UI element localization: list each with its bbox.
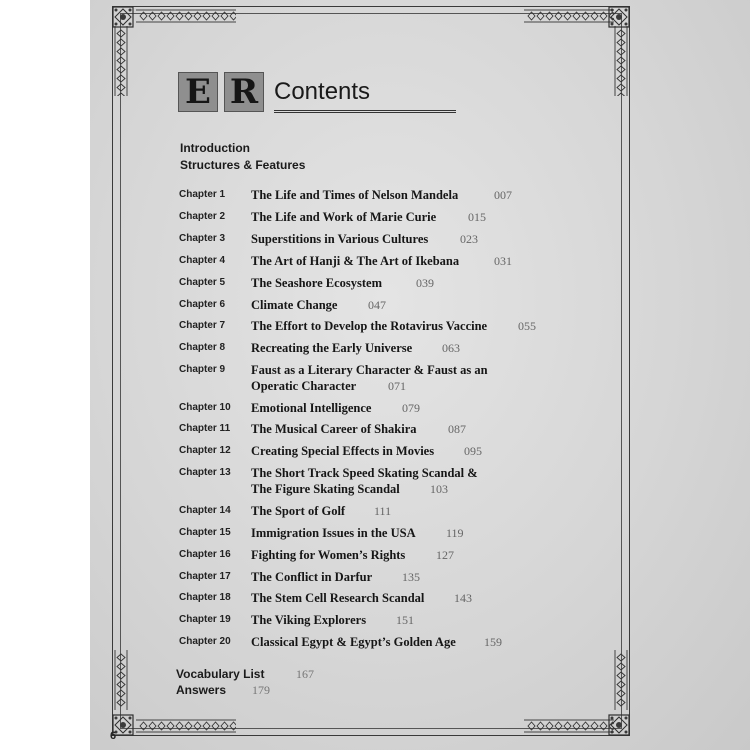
- border-band-right-top: [614, 26, 628, 96]
- border-band-bottom-left: [136, 718, 236, 732]
- chapter-title: [251, 209, 436, 225]
- chapter-title-line: The Conflict in Darfur: [251, 570, 373, 584]
- chapter-title: [251, 340, 412, 356]
- chapter-title: [251, 187, 458, 203]
- chapter-label: Chapter 9: [179, 364, 226, 375]
- chapter-title-line: The Musical Career of Shakira: [251, 422, 417, 436]
- chapter-title-line: The Seashore Ecosystem: [251, 276, 383, 290]
- border-band-bottom-right: [524, 718, 614, 732]
- chapter-row[interactable]: [0, 634, 750, 654]
- chapter-title-line: Recreating the Early Universe: [251, 341, 413, 355]
- chapter-label: Chapter 8: [179, 342, 226, 353]
- chapter-row[interactable]: [0, 275, 750, 295]
- chapter-title-line: The Life and Work of Marie Curie: [251, 210, 437, 224]
- chapter-title: [251, 443, 434, 459]
- chapter-title-line: Operatic Character: [251, 379, 357, 393]
- chapter-title-line: The Effort to Develop the Rotavirus Vaccine: [251, 319, 488, 333]
- chapter-page-number: 047: [368, 298, 386, 312]
- chapter-page-number: 111: [374, 504, 392, 518]
- chapter-row[interactable]: [0, 612, 750, 632]
- border-band-left-top: [114, 26, 128, 96]
- corner-ornament-top-left: [112, 6, 134, 28]
- chapter-label: Chapter 6: [179, 299, 226, 310]
- chapter-title-line: Faust as a Literary Character & Faust as an: [251, 363, 488, 377]
- toc-vocabulary-list-page: 167: [296, 667, 314, 681]
- chapter-page-number: 015: [468, 210, 486, 224]
- border-band-left-bottom: [114, 650, 128, 710]
- chapter-title: [251, 569, 372, 585]
- chapter-row[interactable]: [0, 443, 750, 463]
- chapter-title-line: The Figure Skating Scandal: [251, 482, 400, 496]
- chapter-row[interactable]: [0, 547, 750, 567]
- logo-letter-r: R: [224, 72, 264, 112]
- chapter-title-line: Superstitions in Various Cultures: [251, 232, 429, 246]
- chapter-page-number: 119: [446, 526, 464, 540]
- chapter-title: [251, 275, 382, 291]
- chapter-page-number: 151: [396, 613, 414, 627]
- chapter-title: [251, 503, 345, 519]
- chapter-row[interactable]: [0, 590, 750, 610]
- toc-answers-page: 179: [252, 683, 270, 697]
- chapter-page-number: 103: [430, 482, 448, 496]
- chapter-page-number: 143: [454, 591, 472, 605]
- chapter-page-number: 039: [416, 276, 434, 290]
- chapter-page-number: 087: [448, 422, 466, 436]
- chapter-title: [251, 590, 424, 606]
- chapter-title-line: Fighting for Women’s Rights: [251, 548, 406, 562]
- chapter-title-line: Emotional Intelligence: [251, 401, 372, 415]
- chapter-label: Chapter 11: [179, 423, 231, 434]
- chapter-label: Chapter 15: [179, 527, 231, 538]
- chapter-title-line: The Sport of Golf: [251, 504, 346, 518]
- chapter-label: Chapter 2: [179, 211, 226, 222]
- chapter-title: [251, 253, 459, 269]
- chapter-label: Chapter 17: [179, 571, 231, 582]
- chapter-page-number: 071: [388, 379, 406, 393]
- title-underline: [274, 110, 456, 113]
- chapter-title: [251, 318, 487, 334]
- chapter-label: Chapter 10: [179, 402, 231, 413]
- chapter-row[interactable]: [0, 525, 750, 545]
- chapter-title: [251, 612, 366, 628]
- page-number: 6: [110, 730, 117, 742]
- chapter-title: [251, 634, 456, 650]
- border-band-right-bottom: [614, 650, 628, 710]
- border-band-top-right: [524, 8, 614, 22]
- chapter-row[interactable]: [0, 297, 750, 317]
- toc-introduction[interactable]: Introduction: [180, 141, 250, 155]
- chapter-title-line: The Short Track Speed Skating Scandal &: [251, 466, 478, 480]
- chapter-title-line: Creating Special Effects in Movies: [251, 444, 435, 458]
- chapter-label: Chapter 3: [179, 233, 226, 244]
- chapter-title: [251, 421, 417, 437]
- corner-ornament-bottom-right: [608, 714, 630, 736]
- chapter-row[interactable]: [0, 362, 750, 393]
- chapter-title-line: The Viking Explorers: [251, 613, 367, 627]
- page-title: Contents: [274, 78, 371, 105]
- chapter-row[interactable]: [0, 465, 750, 496]
- chapter-label: Chapter 19: [179, 614, 231, 625]
- chapter-title: [251, 525, 416, 541]
- toc-answers[interactable]: Answers: [176, 683, 227, 697]
- chapter-page-number: 127: [436, 548, 454, 562]
- chapter-title: [251, 231, 428, 247]
- chapter-label: Chapter 20: [179, 636, 231, 647]
- chapter-title-line: The Life and Times of Nelson Mandela: [251, 188, 459, 202]
- chapter-label: Chapter 1: [179, 189, 226, 200]
- chapter-page-number: 159: [484, 635, 502, 649]
- chapter-row[interactable]: [0, 421, 750, 441]
- chapter-label: Chapter 14: [179, 505, 231, 516]
- chapter-page-number: 135: [402, 570, 420, 584]
- chapter-page-number: 063: [442, 341, 460, 355]
- chapter-label: Chapter 18: [179, 592, 231, 603]
- chapter-title: [251, 400, 371, 416]
- chapter-page-number: 023: [460, 232, 478, 246]
- logo-letter-e: E: [178, 72, 218, 112]
- chapter-label: Chapter 16: [179, 549, 231, 560]
- chapter-page-number: 007: [494, 188, 512, 202]
- chapter-page-number: 031: [494, 254, 512, 268]
- chapter-row[interactable]: [0, 231, 750, 251]
- chapter-title-line: The Stem Cell Research Scandal: [251, 591, 425, 605]
- chapter-label: Chapter 12: [179, 445, 231, 456]
- chapter-title: [251, 297, 337, 313]
- chapter-title-line: Immigration Issues in the USA: [251, 526, 416, 540]
- border-band-top-left: [136, 8, 236, 22]
- chapter-row[interactable]: [0, 340, 750, 360]
- toc-vocabulary-list[interactable]: Vocabulary List: [176, 667, 265, 681]
- chapter-title: [251, 547, 405, 563]
- chapter-row[interactable]: [0, 187, 750, 207]
- chapter-title-line: Classical Egypt & Egypt’s Golden Age: [251, 635, 456, 649]
- chapter-row[interactable]: [0, 253, 750, 273]
- chapter-row[interactable]: [0, 569, 750, 589]
- chapter-row[interactable]: [0, 503, 750, 523]
- chapter-label: Chapter 13: [179, 467, 231, 478]
- chapter-title-line: The Art of Hanji & The Art of Ikebana: [251, 254, 460, 268]
- chapter-page-number: 055: [518, 319, 536, 333]
- chapter-row[interactable]: [0, 209, 750, 229]
- chapter-label: Chapter 4: [179, 255, 226, 266]
- chapter-label: Chapter 5: [179, 277, 226, 288]
- chapter-page-number: 095: [464, 444, 482, 458]
- corner-ornament-top-right: [608, 6, 630, 28]
- chapter-page-number: 079: [402, 401, 420, 415]
- chapter-row[interactable]: [0, 318, 750, 338]
- chapter-title-line: Climate Change: [251, 298, 338, 312]
- chapter-label: Chapter 7: [179, 320, 226, 331]
- toc-structures-features[interactable]: Structures & Features: [180, 158, 306, 172]
- chapter-row[interactable]: [0, 400, 750, 420]
- chapter-title: [251, 362, 488, 394]
